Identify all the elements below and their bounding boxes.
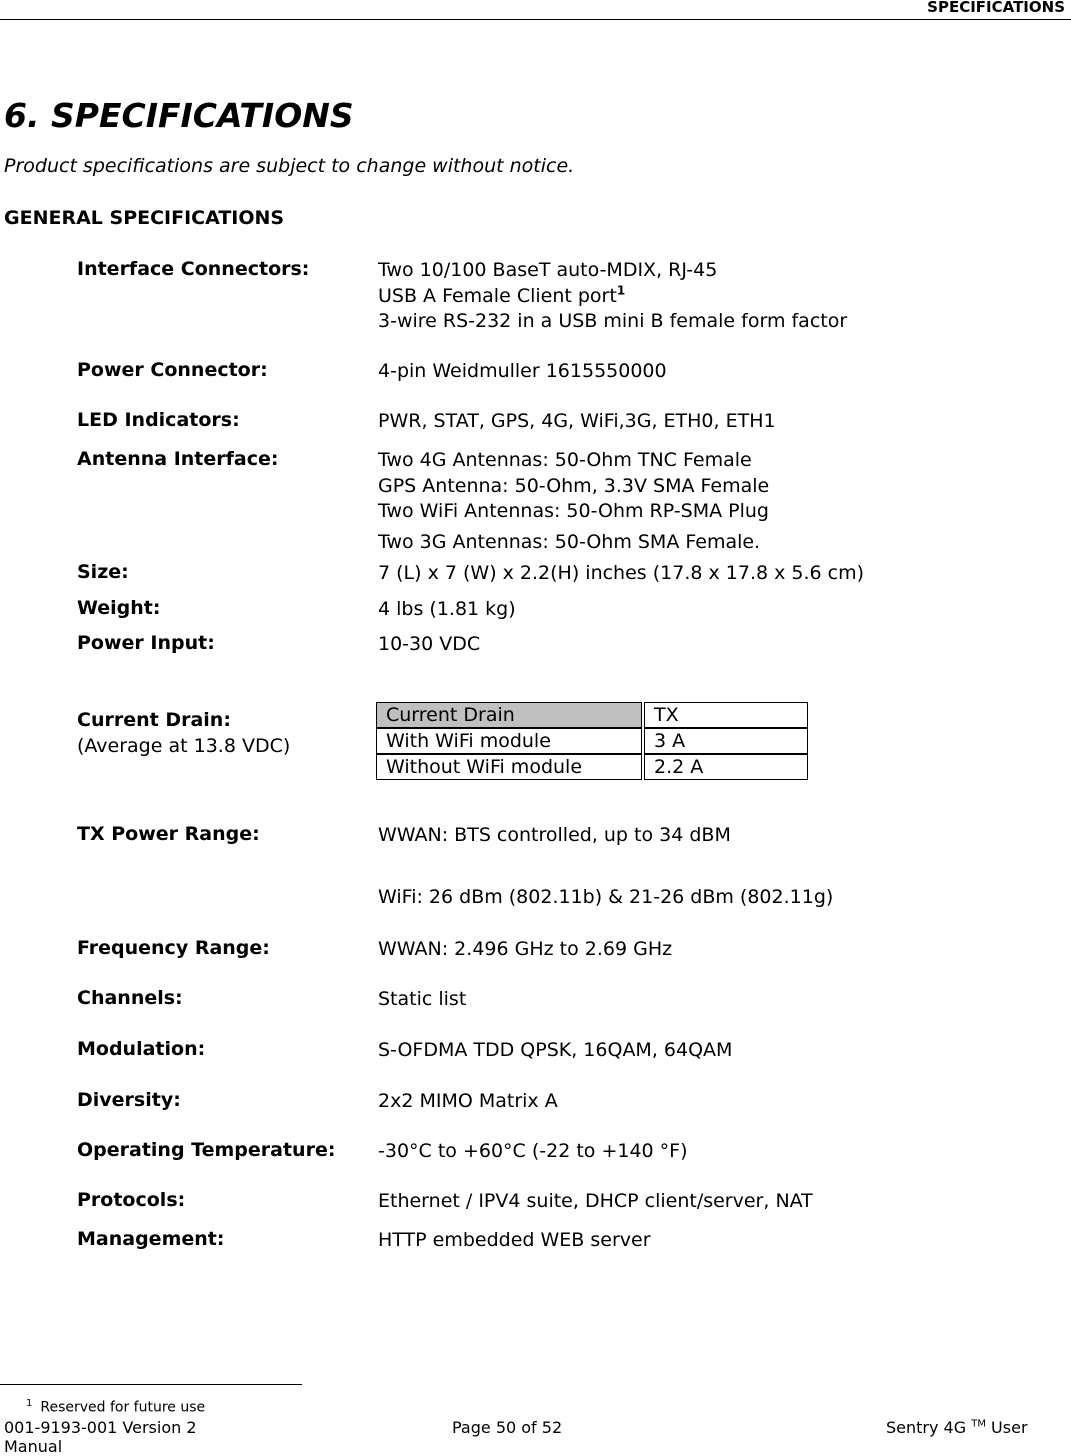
power-connector-value: 4-pin Weidmuller 1615550000 <box>378 360 667 382</box>
tx-power-line-2: WiFi: 26 dBm (802.11b) & 21-26 dBm (802.11g) <box>378 886 834 908</box>
diversity-value: 2x2 MIMO Matrix A <box>378 1090 558 1112</box>
table-header-cell: Current Drain <box>376 702 642 728</box>
table-cell: 2.2 A <box>644 754 808 780</box>
table-row <box>376 754 808 780</box>
led-indicators-value: PWR, STAT, GPS, 4G, WiFi,3G, ETH0, ETH1 <box>378 410 776 432</box>
channels-label: Channels: <box>77 987 183 1009</box>
interface-line-1: Two 10/100 BaseT auto-MDIX, RJ-45 <box>378 259 718 281</box>
page-subtitle: Product specifications are subject to change without notice. <box>4 155 575 177</box>
table-row <box>376 728 808 754</box>
table-header-row <box>376 702 808 728</box>
footnote <box>26 1398 205 1416</box>
interface-line-3: 3-wire RS-232 in a USB mini B female form factor <box>378 310 848 332</box>
diversity-label: Diversity: <box>77 1089 181 1111</box>
header-rule <box>0 19 1071 20</box>
frequency-range-label: Frequency Range: <box>77 937 270 959</box>
modulation-label: Modulation: <box>77 1038 206 1060</box>
footer-product: Sentry 4G ™ User <box>886 1418 1028 1437</box>
footnote-text: Reserved for future use <box>40 1399 206 1416</box>
table-cell: 3 A <box>644 728 808 754</box>
antenna-interface-value <box>378 448 769 525</box>
interface-line-2: USB A Female Client port$^1$ <box>378 283 626 307</box>
page-title: 6. SPECIFICATIONS <box>4 96 354 135</box>
current-drain-sublabel: (Average at 13.8 VDC) <box>77 735 291 757</box>
trademark-mark: TM <box>971 1418 986 1430</box>
section-title: GENERAL SPECIFICATIONS <box>4 207 285 229</box>
size-label: Size: <box>77 561 129 583</box>
channels-value: Static list <box>378 988 467 1010</box>
led-indicators-label: LED Indicators: <box>77 409 240 431</box>
running-header: SPECIFICATIONS <box>927 0 1065 16</box>
size-value: 7 (L) x 7 (W) x 2.2(H) inches (17.8 x 17.8 x 5.6 cm) <box>378 562 865 584</box>
antenna-interface-label: Antenna Interface: <box>77 448 279 470</box>
footnote-ref: 1 <box>616 283 626 298</box>
power-connector-label: Power Connector: <box>77 359 268 381</box>
protocols-value: Ethernet / IPV4 suite, DHCP client/server, NAT <box>378 1190 813 1212</box>
management-label: Management: <box>77 1228 225 1250</box>
antenna-line-4: Two 3G Antennas: 50-Ohm SMA Female. <box>378 531 761 553</box>
interface-connectors-value <box>378 258 847 335</box>
interface-connectors-label: Interface Connectors: <box>77 258 310 280</box>
current-drain-label: Current Drain: <box>77 709 231 731</box>
table-header-cell: TX <box>644 702 808 728</box>
protocols-label: Protocols: <box>77 1189 186 1211</box>
tx-power-line-1: WWAN: BTS controlled, up to 34 dBM <box>378 824 731 846</box>
frequency-range-value: WWAN: 2.496 GHz to 2.69 GHz <box>378 938 673 960</box>
tx-power-label: TX Power Range: <box>77 823 260 845</box>
weight-value: 4 lbs (1.81 kg) <box>378 598 516 620</box>
current-drain-table <box>374 702 810 780</box>
antenna-line-3: Two WiFi Antennas: 50-Ohm RP-SMA Plug <box>378 500 769 522</box>
footer-doc-number: 001-9193-001 Version 2 Manual <box>4 1418 197 1456</box>
antenna-line-1: Two 4G Antennas: 50-Ohm TNC Female <box>378 449 752 471</box>
table-cell: With WiFi module <box>376 728 642 754</box>
operating-temperature-value: -30°C to +60°C (-22 to +140 °F) <box>378 1140 688 1162</box>
modulation-value: S-OFDMA TDD QPSK, 16QAM, 64QAM <box>378 1039 733 1061</box>
power-input-value: 10-30 VDC <box>378 633 481 655</box>
antenna-line-2: GPS Antenna: 50-Ohm, 3.3V SMA Female <box>378 474 770 497</box>
table-cell: Without WiFi module <box>376 754 642 780</box>
footer-page-number: Page 50 of 52 <box>452 1418 563 1437</box>
power-input-label: Power Input: <box>77 632 215 654</box>
weight-label: Weight: <box>77 597 161 619</box>
operating-temperature-label: Operating Temperature: <box>77 1139 336 1161</box>
management-value: HTTP embedded WEB server <box>378 1229 651 1251</box>
footnote-rule <box>0 1384 302 1385</box>
footnote-mark: 1 <box>26 1398 33 1409</box>
